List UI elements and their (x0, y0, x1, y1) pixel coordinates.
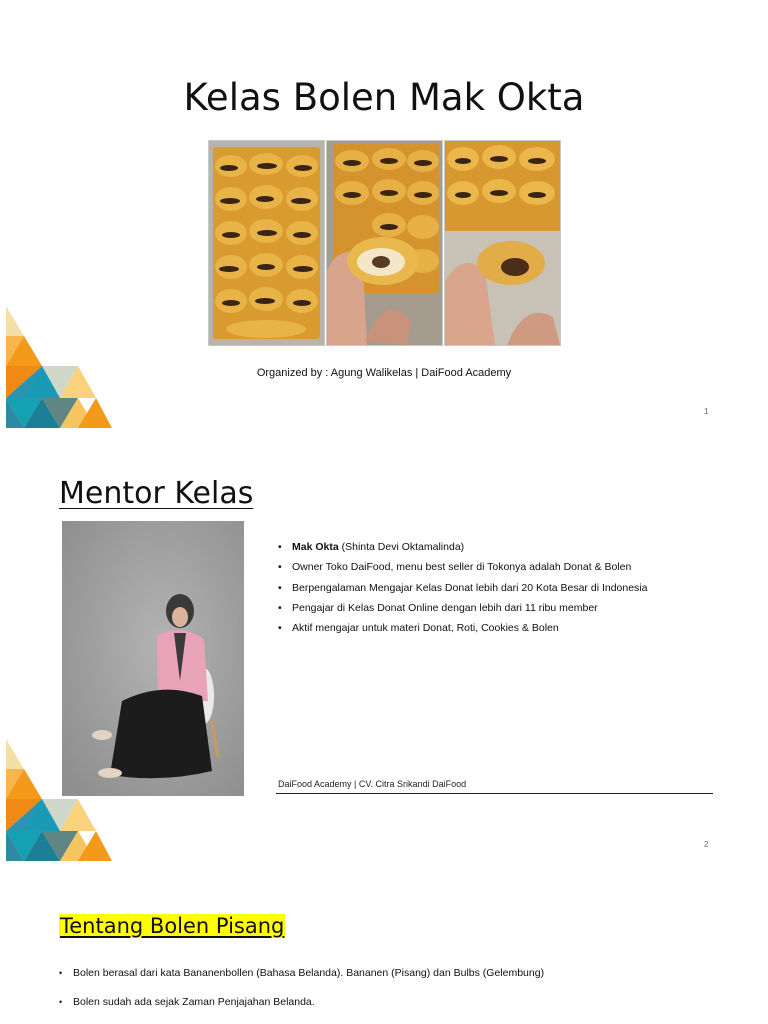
triangle-decoration-icon (6, 306, 112, 428)
bolen-history-list (59, 966, 544, 1023)
mentor-bullet: • Berpengalaman Mengajar Kelas Donat lebih dari 20 Kota Besar di Indonesia (278, 581, 647, 601)
slide-1-title: Kelas Bolen Mak Okta (183, 76, 585, 119)
triangle-decoration-icon (6, 739, 112, 861)
mentor-bullet-list (278, 540, 647, 641)
slide-3-title: Tentang Bolen Pisang (60, 914, 285, 938)
slide-2-title: Mentor Kelas (59, 476, 254, 511)
mentor-name: Mak Okta (292, 541, 339, 553)
slide-2-page-number: 2 (704, 840, 709, 849)
bolen-held-photo (444, 140, 561, 346)
organizer-credit: Organized by : Agung Walikelas | DaiFood Academy (256, 367, 512, 379)
footer-divider (276, 793, 713, 794)
history-bullet: • Bolen berasal dari kata Bananenbollen (Bahasa Belanda). Bananen (Pisang) dan Bulbs (Gelembung) (59, 966, 544, 995)
mentor-bullet: • Mak Okta (Shinta Devi Oktamalinda) (278, 540, 647, 560)
slide-1-page-number: 1 (704, 407, 709, 416)
slide-2-footer: DaiFood Academy | CV. Citra Srikandi DaiFood (278, 779, 467, 789)
mentor-bullet: • Aktif mengajar untuk materi Donat, Roti, Cookies & Bolen (278, 621, 647, 641)
history-bullet: • Bolen sudah ada sejak Zaman Penjajahan Belanda. (59, 995, 544, 1024)
mentor-bullet: • Owner Toko DaiFood, menu best seller di Tokonya adalah Donat & Bolen (278, 560, 647, 580)
mentor-bullet: • Pengajar di Kelas Donat Online dengan lebih dari 11 ribu member (278, 601, 647, 621)
bolen-cut-photo (326, 140, 443, 346)
bolen-tray-photo (208, 140, 325, 346)
